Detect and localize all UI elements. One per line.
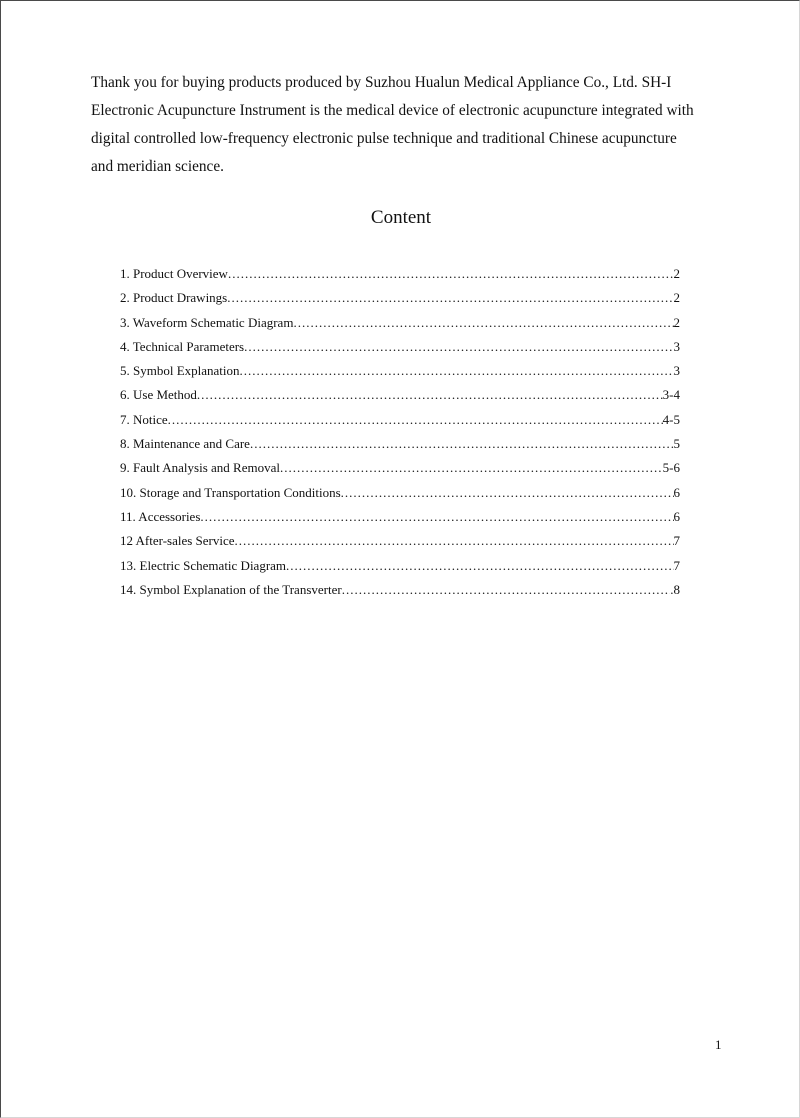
toc-entry-page: .8 — [670, 581, 680, 597]
toc-dot-leader — [293, 311, 673, 335]
toc-entry-page: 3-4 — [662, 387, 680, 403]
toc-entry-label: 11. Accessories — [120, 508, 201, 524]
toc-entry-notice[interactable] — [120, 408, 680, 432]
intro-line: and meridian science. — [91, 158, 224, 175]
toc-dot-leader — [244, 335, 673, 359]
toc-entry-page: 5-6 — [662, 460, 680, 476]
toc-dot-leader — [342, 578, 671, 602]
toc-dot-leader — [227, 286, 673, 310]
toc-entry-page: 3 — [673, 363, 680, 379]
toc-dot-leader — [286, 554, 673, 578]
toc-dot-leader — [341, 481, 674, 505]
toc-entry-page: 2 — [673, 314, 680, 330]
toc-entry-page: 5 — [673, 436, 680, 452]
toc-entry-page: 7 — [673, 557, 680, 573]
toc-entry-page: 6 — [673, 508, 680, 524]
toc-entry-fault-analysis-and-removal[interactable] — [120, 456, 680, 480]
toc-entry-label: 9. Fault Analysis and Removal — [120, 460, 280, 476]
toc-entry-technical-parameters[interactable] — [120, 335, 680, 359]
toc-entry-after-sales-service[interactable] — [120, 529, 680, 553]
toc-entry-electric-schematic-diagram[interactable] — [120, 554, 680, 578]
toc-entry-storage-and-transportation[interactable] — [120, 481, 680, 505]
toc-entry-label: 14. Symbol Explanation of the Transverter — [120, 581, 342, 597]
toc-entry-product-overview[interactable] — [120, 262, 680, 286]
content-heading: Content — [370, 207, 432, 228]
toc-dot-leader — [280, 456, 663, 480]
intro-line: digital controlled low-frequency electronic pulse technique and traditional Chinese acupuncture — [91, 130, 677, 147]
toc-entry-label: 2. Product Drawings — [120, 290, 228, 306]
toc-entry-label: 5. Symbol Explanation — [120, 363, 240, 379]
toc-dot-leader — [168, 408, 663, 432]
toc-entry-label: 3. Waveform Schematic Diagram — [120, 314, 294, 330]
toc-entry-page: 4-5 — [662, 411, 680, 427]
toc-dot-leader — [240, 359, 674, 383]
toc-dot-leader — [200, 505, 673, 529]
toc-entry-label: 13. Electric Schematic Diagram — [120, 557, 287, 573]
toc-entry-page: 2 — [673, 290, 680, 306]
intro-line: Electronic Acupuncture Instrument is the medical device of electronic acupuncture integrated with — [91, 102, 694, 119]
toc-dot-leader — [197, 383, 663, 407]
toc-entry-page: 7 — [673, 533, 680, 549]
toc-entry-symbol-explanation[interactable] — [120, 359, 680, 383]
toc-entry-label: 4. Technical Parameters — [120, 338, 245, 354]
toc-dot-leader — [235, 529, 674, 553]
toc-dot-leader — [228, 262, 674, 286]
toc-entry-page: 6 — [673, 484, 680, 500]
toc-entry-page: 2 — [673, 266, 680, 281]
intro-line: Thank you for buying products produced by Suzhou Hualun Medical Appliance Co., Ltd. SH-I — [91, 74, 672, 91]
toc-entry-label: 1. Product Overview — [120, 266, 228, 281]
table-of-contents — [120, 262, 680, 602]
toc-entry-waveform-schematic-diagram[interactable] — [120, 311, 680, 335]
page-number: 1 — [715, 1037, 722, 1052]
toc-entry-use-method[interactable] — [120, 383, 680, 407]
toc-dot-leader — [250, 432, 674, 456]
toc-entry-maintenance-and-care[interactable] — [120, 432, 680, 456]
toc-entry-label: 8. Maintenance and Care — [120, 436, 250, 452]
toc-entry-label: 6. Use Method — [120, 387, 197, 403]
toc-entry-label: 7. Notice — [120, 411, 168, 427]
intro-paragraph — [91, 69, 741, 181]
toc-entry-page: 3 — [673, 338, 680, 354]
toc-entry-label: 12 After-sales Service — [120, 533, 235, 549]
toc-entry-product-drawings[interactable] — [120, 286, 680, 310]
toc-entry-symbol-explanation-transverter[interactable] — [120, 578, 680, 602]
toc-entry-label: 10. Storage and Transportation Conditions — [120, 484, 341, 500]
toc-entry-accessories[interactable] — [120, 505, 680, 529]
